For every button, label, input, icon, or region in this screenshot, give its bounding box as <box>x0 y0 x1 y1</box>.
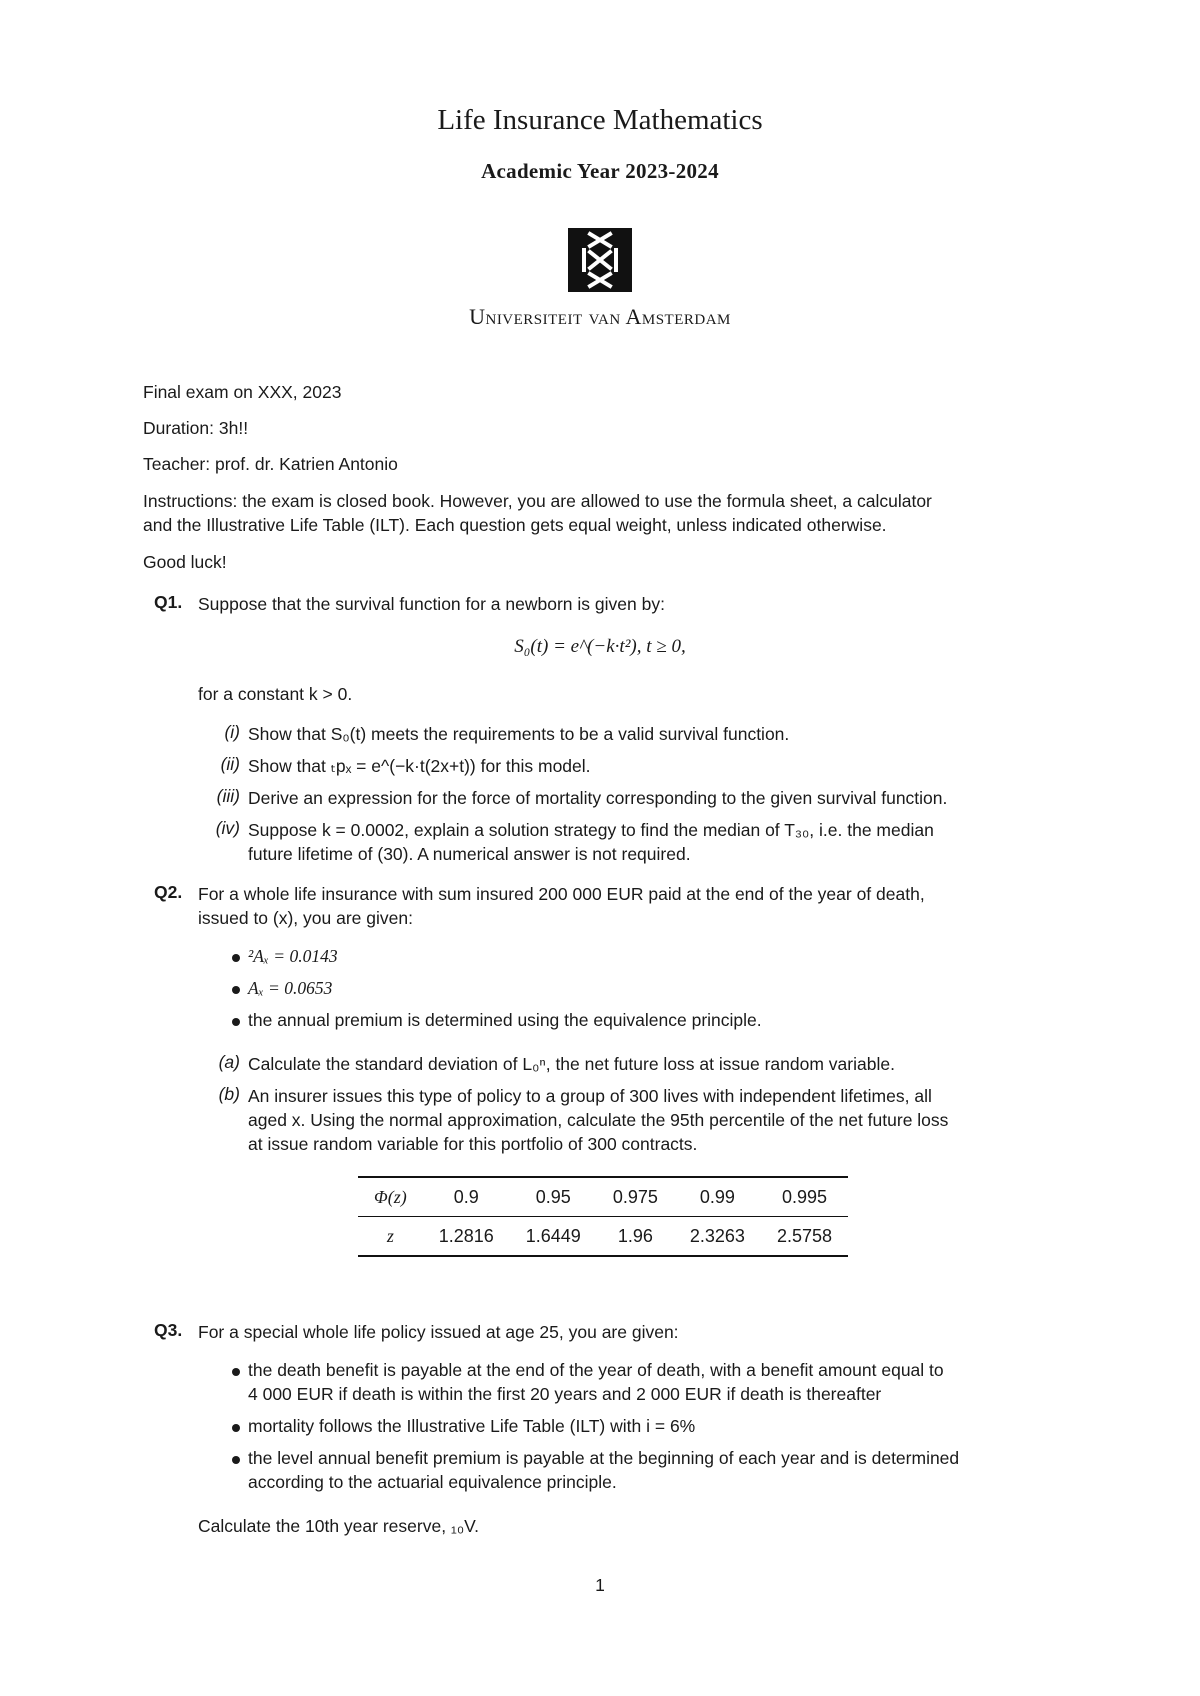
q1-item-text-cont: future lifetime of (30). A numerical answer is not required. <box>248 844 691 864</box>
q3-bullet: the death benefit is payable at the end of the year of death, with a benefit amount equal to <box>248 1360 944 1380</box>
q2-item-text: Calculate the standard deviation of L₀ⁿ, the net future loss at issue random variable. <box>248 1054 895 1074</box>
q1-label: Q1. <box>154 592 183 612</box>
q1-item-text: Derive an expression for the force of mortality corresponding to the given survival function. <box>248 788 948 808</box>
q1-item-num: (iv) <box>215 818 240 838</box>
bullet-icon <box>232 1424 240 1432</box>
q1-item-num: (ii) <box>220 754 240 774</box>
table-cell: 1.6449 <box>510 1217 597 1257</box>
instructions-line-2: and the Illustrative Life Table (ILT). Each question gets equal weight, unless indicated otherwise. <box>143 515 887 535</box>
table-cell: 0.975 <box>597 1177 674 1217</box>
q1-intro: Suppose that the survival function for a newborn is given by: <box>198 594 665 614</box>
q2-bullet: the annual premium is determined using the equivalence principle. <box>248 1010 762 1030</box>
table-cell: 1.96 <box>597 1217 674 1257</box>
bullet-icon <box>232 1368 240 1376</box>
q2-intro-2: issued to (x), you are given: <box>198 908 413 928</box>
q3-bullet: mortality follows the Illustrative Life Table (ILT) with i = 6% <box>248 1416 696 1436</box>
q2-intro-1: For a whole life insurance with sum insured 200 000 EUR paid at the end of the year of death, <box>198 884 925 904</box>
q3-closing: Calculate the 10th year reserve, ₁₀V. <box>198 1516 480 1536</box>
table-cell: 0.9 <box>423 1177 510 1217</box>
q2-item-text-cont: aged x. Using the normal approximation, calculate the 95th percentile of the net future loss <box>248 1110 949 1130</box>
table-cell: Φ(z) <box>358 1177 423 1217</box>
academic-year: Academic Year 2023-2024 <box>481 159 719 183</box>
q2-bullet: Aₓ = 0.0653 <box>248 978 333 998</box>
instructions-line-1: Instructions: the exam is closed book. However, you are allowed to use the formula sheet, a calculator <box>143 491 932 511</box>
bullet-icon <box>232 986 240 994</box>
table-cell: 0.95 <box>510 1177 597 1217</box>
exam-teacher: Teacher: prof. dr. Katrien Antonio <box>143 454 398 474</box>
q3-label: Q3. <box>154 1320 183 1340</box>
q1-item-text: Show that ₜpₓ = e^(−k·t(2x+t)) for this model. <box>248 756 591 776</box>
good-luck: Good luck! <box>143 552 227 572</box>
q2-item-text-cont: at issue random variable for this portfolio of 300 contracts. <box>248 1134 698 1154</box>
q3-bullet: the level annual benefit premium is payable at the beginning of each year and is determined <box>248 1448 960 1468</box>
q1-item-num: (iii) <box>216 786 240 806</box>
exam-duration: Duration: 3h!! <box>143 418 249 438</box>
document-title: Life Insurance Mathematics <box>437 104 763 136</box>
table-row <box>358 1177 848 1217</box>
table-cell: 1.2816 <box>423 1217 510 1257</box>
q3-bullet-cont: according to the actuarial equivalence principle. <box>248 1472 617 1492</box>
q1-item-text: Show that S₀(t) meets the requirements to be a valid survival function. <box>248 724 790 744</box>
table-cell: 2.5758 <box>761 1217 848 1257</box>
q2-item-num: (b) <box>218 1084 240 1104</box>
bullet-icon <box>232 1018 240 1026</box>
page-number: 1 <box>595 1575 605 1595</box>
exam-date: Final exam on XXX, 2023 <box>143 382 342 402</box>
bullet-icon <box>232 1456 240 1464</box>
q1-formula: S₀(t) = e^(−k·t²), t ≥ 0, <box>514 636 686 657</box>
q2-item-num: (a) <box>218 1052 240 1072</box>
q2-item-text: An insurer issues this type of policy to a group of 300 lives with independent lifetimes, all <box>248 1086 932 1106</box>
q1-after: for a constant k > 0. <box>198 684 353 704</box>
q3-bullet-cont: 4 000 EUR if death is within the first 20 years and 2 000 EUR if death is thereafter <box>248 1384 882 1404</box>
q2-label: Q2. <box>154 882 183 902</box>
table-cell: 0.99 <box>674 1177 761 1217</box>
q3-intro: For a special whole life policy issued at age 25, you are given: <box>198 1322 679 1342</box>
normal-quantile-table <box>358 1176 848 1257</box>
table-cell: 0.995 <box>761 1177 848 1217</box>
table-row <box>358 1217 848 1257</box>
uva-logo-icon <box>568 228 632 292</box>
table-cell: 2.3263 <box>674 1217 761 1257</box>
table-cell: z <box>358 1217 423 1257</box>
q1-item-num: (i) <box>224 722 240 742</box>
university-name-text: Universiteit van Amsterdam <box>469 304 731 329</box>
q1-item-text: Suppose k = 0.0002, explain a solution strategy to find the median of T₃₀, i.e. the median <box>248 820 934 840</box>
bullet-icon <box>232 954 240 962</box>
university-name <box>0 304 1200 330</box>
q2-bullet: ²Aₓ = 0.0143 <box>248 946 338 966</box>
